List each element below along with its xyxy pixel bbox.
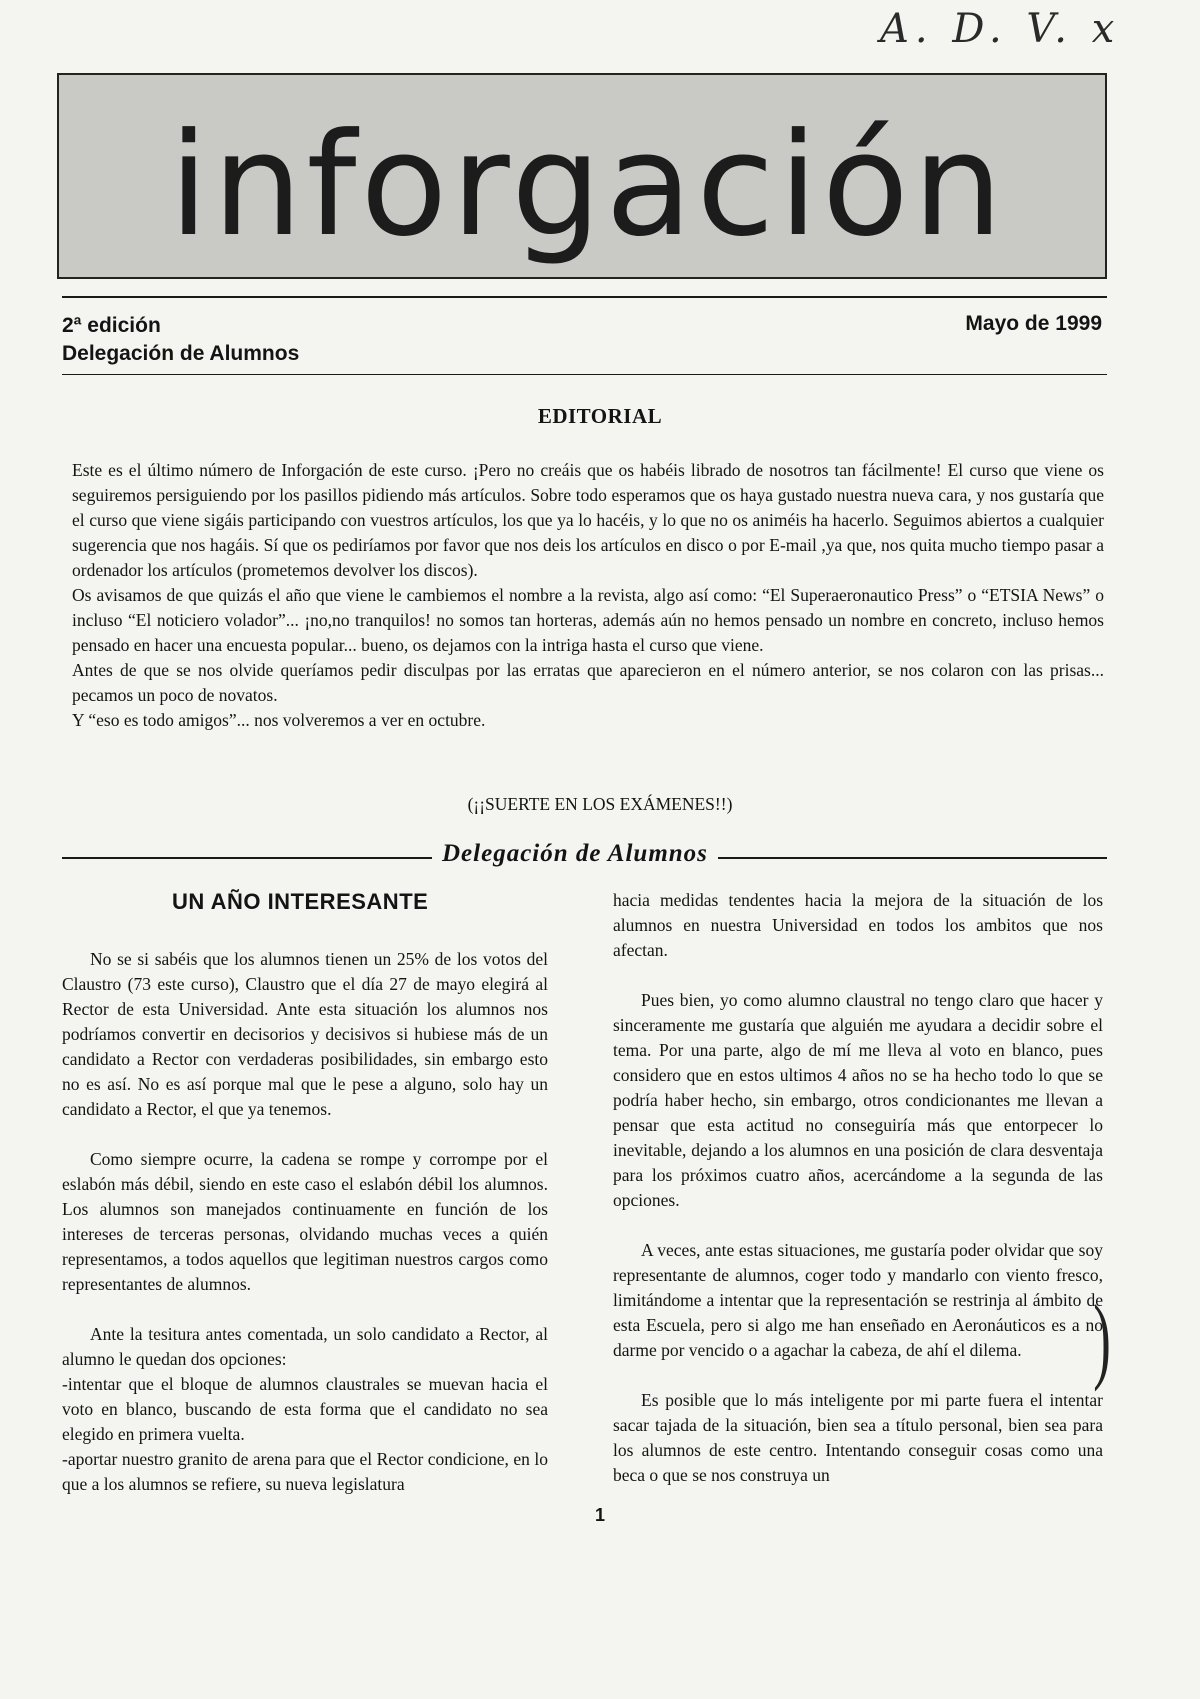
article-paragraph: Pues bien, yo como alumno claustral no tengo claro que hacer y sinceramente me gustaría que alguién me ayudara a decidir sobre el tema. Por una parte, algo de mí me lleva al voto en blanco, pues considero que en estos ultimos 4 años no se ha hecho todo lo que se podría haber hecho, sin embargo, otros condicionantes me llevan a pensar que esta actitud no conseguiría más que entorpecer lo inevitable, dejando a los alumnos en una posición de clara desventaja para los próximos cuatro años, acercándome a la segunda de las opciones. bbox=[613, 990, 1103, 1210]
article-paragraph: A veces, ante estas situaciones, me gustaría poder olvidar que soy representante de alumnos, coger todo y mandarlo con viento fresco, limitándome a intentar que la representación se restrinja al ámbito de esta Escuela, pero si algo me han enseñado en Aeronáuticos es a no darme por vencido o a agachar la cabeza, de ahí el dilema. bbox=[613, 1240, 1103, 1360]
editorial-paragraph: Antes de que se nos olvide queríamos pedir disculpas por las erratas que aparecieron en el número anterior, se nos colaron con las prisas... pecamos un poco de novatos. bbox=[72, 660, 1104, 705]
editorial-paragraph: Y “eso es todo amigos”... nos volveremos a ver en octubre. bbox=[72, 710, 486, 730]
edition-label: 2ª edición bbox=[62, 314, 161, 337]
article-paragraph: Como siempre ocurre, la cadena se rompe y corrompe por el eslabón más débil, siendo en este caso el eslabón débil los alumnos. Los alumnos son manejados continuamente en función de los intereses de terceras personas, olvidando muchas veces a quién representamos, a todos aquellos que legitiman nuestros cargos como representantes de alumnos. bbox=[62, 1149, 548, 1294]
editorial-paragraph: Os avisamos de que quizás el año que viene le cambiemos el nombre a la revista, algo así como: “El Superaeronautico Press” o “ETSIA News” o incluso “El noticiero volador”... ¡no,no tranquilos! no somos tan horteras, además aún no hemos pensado un nombre en concreto, incluso hemos pensado en hacer una encuesta popular... bueno, os dejamos con la intriga hasta el curso que viene. bbox=[72, 585, 1104, 655]
handwritten-annotation: A. D. V. x bbox=[880, 6, 1121, 52]
section-label: Delegación de Alumnos bbox=[62, 342, 300, 365]
editorial-body bbox=[72, 458, 1104, 733]
header-rule-top bbox=[62, 296, 1107, 298]
article-column-left bbox=[62, 947, 548, 1497]
header-rule-bottom bbox=[62, 374, 1107, 375]
section-heading: Delegación de Alumnos bbox=[432, 840, 718, 868]
editorial-title: EDITORIAL bbox=[537, 404, 663, 428]
article-column-right bbox=[613, 888, 1103, 1513]
issue-info bbox=[62, 312, 299, 368]
editorial-paragraph: Este es el último número de Inforgación de este curso. ¡Pero no creáis que os habéis librado de nosotros tan fácilmente! El curso que viene os seguiremos persiguiendo por los pasillos pidiendo más artículos. Sobre todo esperamos que os haya gustado nuestra nueva cara, y nos gustaría que el curso que viene sigáis participando con vuestros artículos, los que ya lo hacéis, y lo que no os animéis ha hacerlo. Seguimos abiertos a cualquier sugerencia que nos hagáis. Sí que os pediríamos por favor que nos deis los artículos en disco o por E-mail ,ya que, nos quita mucho tiempo pasar a ordenador los artículos (prometemos devolver los discos). bbox=[72, 460, 1104, 580]
editorial-closing: (¡¡SUERTE EN LOS EXÁMENES!!) bbox=[467, 794, 733, 814]
article-paragraph: Es posible que lo más inteligente por mi parte fuera el intentar sacar tajada de la situación, bien sea a título personal, bien sea para los alumnos de este centro. Intentando conseguir cosas como una beca o que se nos construya un bbox=[613, 1390, 1103, 1485]
masthead-title: inforgación bbox=[169, 103, 1007, 268]
article-paragraph: -aportar nuestro granito de arena para que el Rector condicione, en lo que a los alumnos se refiere, su nueva legislatura bbox=[62, 1449, 548, 1494]
page-number: 1 bbox=[594, 1505, 605, 1525]
article-paragraph: -intentar que el bloque de alumnos claustrales se muevan hacia el voto en blanco, buscando de esta forma que el candidato no sea elegido en primera vuelta. bbox=[62, 1374, 548, 1444]
article-paragraph: Ante la tesitura antes comentada, un solo candidato a Rector, al alumno le quedan dos opciones: bbox=[62, 1324, 548, 1369]
article-paragraph: No se si sabéis que los alumnos tienen un 25% de los votos del Claustro (73 este curso), Claustro que el día 27 de mayo elegirá al Rector de esta Universidad. Ante esta situación los alumnos nos podríamos convertir en decisorios y decisivos si hubiese más de un candidato a Rector con verdaderas posibilidades, sin embargo esto no es así. No es así porque mal que le pese a alguno, solo hay un candidato a Rector, el que ya tenemos. bbox=[62, 949, 548, 1119]
masthead-banner bbox=[57, 73, 1107, 279]
margin-bracket-mark: ) bbox=[1093, 1285, 1111, 1392]
issue-date: Mayo de 1999 bbox=[965, 312, 1102, 335]
article-title: UN AÑO INTERESANTE bbox=[172, 889, 429, 914]
article-paragraph: hacia medidas tendentes hacia la mejora de la situación de los alumnos en nuestra Universidad en todos los ambitos que nos afectan. bbox=[613, 890, 1103, 960]
